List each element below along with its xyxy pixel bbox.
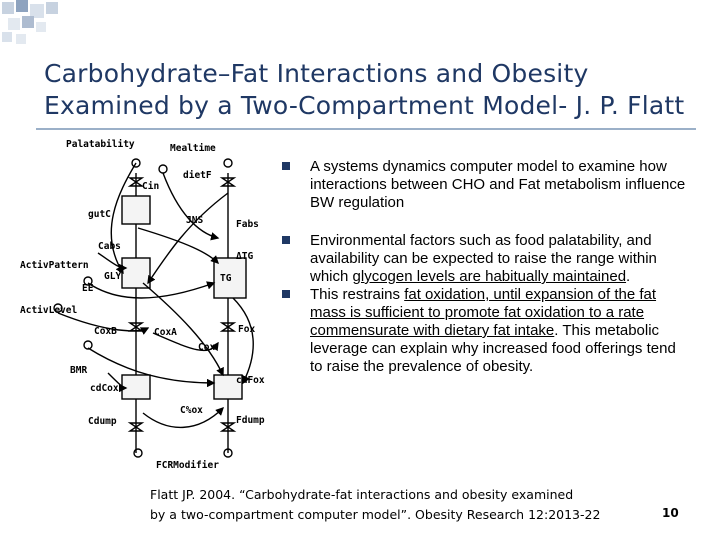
label-fcrmodifier: FCRModifier xyxy=(156,460,219,471)
bullet-item xyxy=(282,232,692,286)
label-activlevel: ActivLevel xyxy=(20,305,78,316)
label-tg: TG xyxy=(220,273,232,284)
label-cox: Cox xyxy=(198,342,216,353)
label-dietf: dietF xyxy=(183,170,212,181)
bullet-segment: . This metabolic leverage can explain why increased food offerings tend to raise the prevalence of obesity. xyxy=(310,322,676,375)
slide-title-line-2: Examined by a Two-Compartment Model- J. P. Flatt xyxy=(44,91,685,120)
bullet-text xyxy=(310,158,692,212)
bullet-segment: Environmental factors such as food palatability, and availability can be expected to raise the range within which xyxy=(310,232,657,285)
label-fox: Fox xyxy=(238,324,256,335)
label-cabs: Cabs xyxy=(98,241,121,252)
citation xyxy=(150,485,630,525)
corner-squares-decoration xyxy=(0,0,80,50)
square-bullet-icon xyxy=(282,290,290,298)
two-compartment-model-diagram xyxy=(18,133,293,473)
label-gutc: gutC xyxy=(88,209,111,220)
label-ee: EE xyxy=(82,283,94,294)
label-jns: JNS xyxy=(186,215,204,226)
label-dtg: ΔTG xyxy=(236,251,254,262)
label-palatability: Palatability xyxy=(66,139,135,150)
bullet-segment: This restrains xyxy=(310,286,405,303)
square-bullet-icon xyxy=(282,162,290,170)
label-fabs: Fabs xyxy=(236,219,259,230)
title-divider xyxy=(36,128,696,130)
label-cin: Cin xyxy=(142,181,160,192)
citation-line-1: Flatt JP. 2004. “Carbohydrate-fat interactions and obesity examined xyxy=(150,487,574,502)
page-number: 10 xyxy=(662,506,679,520)
slide-title xyxy=(44,58,704,122)
label-activpattern: ActivPattern xyxy=(20,260,89,271)
slide-title-line-1: Carbohydrate–Fat Interactions and Obesity xyxy=(44,59,589,88)
label-coxb: CoxB xyxy=(94,326,117,337)
bullet-item xyxy=(282,158,692,212)
label-cdump: Cdump xyxy=(88,416,117,427)
bullet-text xyxy=(310,232,692,286)
label-cdfox: cdFox xyxy=(236,375,265,386)
label-gly: GLY xyxy=(104,271,122,282)
square-bullet-icon xyxy=(282,236,290,244)
label-cpctox: C%ox xyxy=(180,405,203,416)
bullet-item xyxy=(282,286,692,376)
bullet-segment: A systems dynamics computer model to examine how interactions between CHO and Fat metabolism influence BW regulation xyxy=(310,158,686,211)
bullet-list xyxy=(282,158,692,376)
label-cdcox: cdCox xyxy=(90,383,119,394)
label-bmr: BMR xyxy=(70,365,88,376)
label-coxa: CoxA xyxy=(154,327,177,338)
bullet-segment-underlined: glycogen levels are habitually maintained xyxy=(352,268,627,285)
label-fdump: Fdump xyxy=(236,415,265,426)
bullet-segment: . xyxy=(626,268,631,285)
bullet-text xyxy=(310,286,692,376)
citation-line-2: by a two-compartment computer model”. Obesity Research 12:2013-22 xyxy=(150,507,601,522)
label-mealtime: Mealtime xyxy=(170,143,216,154)
bullet-segment-underlined: fat oxidation, until expansion of the fat mass is sufficient to promote fat oxidation to a rate commensurate with dietary fat intake xyxy=(310,286,657,339)
